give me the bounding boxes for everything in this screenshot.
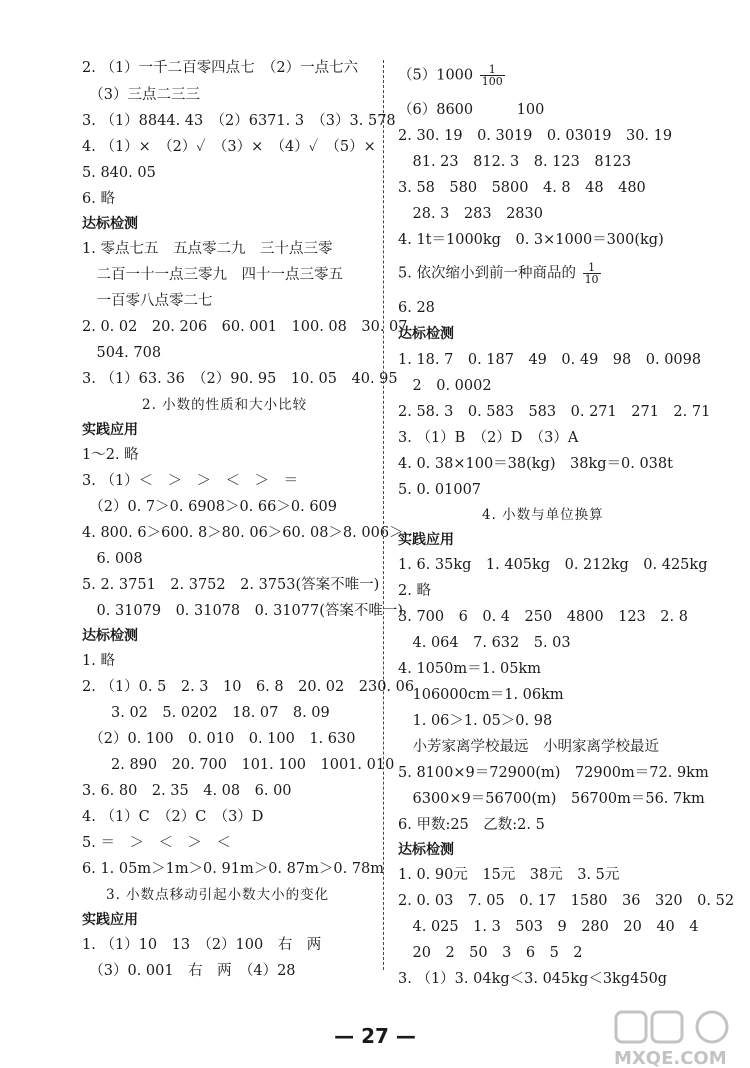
answer-line: 28. 3 283 2830 — [398, 206, 543, 222]
answer-line: 6. 略 — [82, 191, 115, 207]
answer-line: 2. 890 20. 700 101. 100 1001. 010 — [82, 757, 395, 773]
section-title: 2. 小数的性质和大小比较 — [142, 397, 308, 413]
answer-line: 0. 31079 0. 31078 0. 31077(答案不唯一) — [82, 603, 404, 619]
answer-line: 5. 8100×9＝72900(m) 72900m＝72. 9km — [398, 765, 709, 781]
answer-line: 4. 1050m＝1. 05km — [398, 661, 542, 677]
answer-line: 6. 甲数:25 乙数:2. 5 — [398, 817, 545, 833]
answer-line: 5. ＝ ＞ ＜ ＞ ＜ — [82, 835, 231, 851]
answer-line: 3. （1）3. 04kg＜3. 045kg＜3kg450g — [398, 971, 668, 987]
section-title: 3. 小数点移动引起小数大小的变化 — [106, 887, 330, 903]
answer-line: 4. 0. 38×100＝38(kg) 38kg＝0. 038t — [398, 456, 673, 472]
answer-line: 2. 58. 3 0. 583 583 0. 271 271 2. 71 — [398, 404, 711, 420]
answer-line: 2. （1）0. 5 2. 3 10 6. 8 20. 02 230. 06 — [82, 679, 415, 695]
answer-line: 1. （1）10 13 （2）100 右 两 — [82, 937, 322, 953]
answer-line: 20 2 50 3 6 5 2 — [398, 945, 583, 961]
subsection-heading: 达标检测 — [82, 628, 138, 644]
answer-line: 2. 0. 03 7. 05 0. 17 1580 36 320 0. 52 — [398, 893, 735, 909]
fraction — [583, 262, 601, 285]
answer-line: 3. 02 5. 0202 18. 07 8. 09 — [82, 705, 330, 721]
subsection-heading: 达标检测 — [398, 842, 454, 858]
answer-line: 3. （1）8844. 43 （2）6371. 3 （3）3. 578 — [82, 113, 396, 129]
subsection-heading: 实践应用 — [82, 912, 138, 928]
answer-line: 2 0. 0002 — [398, 378, 492, 394]
answer-line: 81. 23 812. 3 8. 123 8123 — [398, 154, 632, 170]
subsection-heading: 实践应用 — [82, 422, 138, 438]
watermark-text: MXQE.COM — [614, 1048, 727, 1068]
answer-line: 1. 0. 90元 15元 38元 3. 5元 — [398, 867, 620, 883]
answer-line: 3. （1）B （2）D （3）A — [398, 430, 579, 446]
answer-line: 1. 18. 7 0. 187 49 0. 49 98 0. 0098 — [398, 352, 702, 368]
answer-line: 4. 064 7. 632 5. 03 — [398, 635, 571, 651]
answer-line: 3. （1）＜ ＞ ＞ ＜ ＞ ＝ — [82, 473, 299, 489]
answer-line: 2. 30. 19 0. 3019 0. 03019 30. 19 — [398, 128, 673, 144]
answer-line: 3. 6. 80 2. 35 4. 08 6. 00 — [82, 783, 292, 799]
answer-line: 6. 008 — [82, 551, 143, 567]
answer-text: （5）1000 — [398, 67, 474, 84]
answer-line: 一百零八点零二七 — [82, 293, 213, 309]
answer-line: （3）三点二三三 — [82, 87, 200, 103]
column-divider — [383, 60, 385, 970]
answer-line: 4. （1）× （2）✓ （3）× （4）✓ （5）× — [82, 139, 376, 155]
answer-line: （3）0. 001 右 两 （4）28 — [82, 963, 296, 979]
fraction-numerator: 1 — [583, 262, 601, 274]
answer-line: （2）0. 7＞0. 6908＞0. 66＞0. 609 — [82, 499, 338, 515]
fraction-denominator: 100 — [481, 75, 503, 88]
answer-line: 3. 58 580 5800 4. 8 48 480 — [398, 180, 646, 196]
fraction-denominator: 10 — [584, 273, 599, 286]
answer-line: 4. 025 1. 3 503 9 280 20 40 4 — [398, 919, 699, 935]
fraction — [480, 64, 505, 87]
page-number: — 27 — — [334, 1024, 416, 1048]
answer-line: 1. 6. 35kg 1. 405kg 0. 212kg 0. 425kg — [398, 557, 708, 573]
section-title: 4. 小数与单位换算 — [482, 507, 604, 523]
answer-line: 5. 2. 3751 2. 3752 2. 3753(答案不唯一) — [82, 577, 380, 593]
answer-line: 106000cm＝1. 06km — [398, 687, 564, 703]
answer-line: 3. （1）63. 36 （2）90. 95 10. 05 40. 95 — [82, 371, 398, 387]
answer-line: 1～2. 略 — [82, 447, 139, 463]
answer-line: 5. 0. 01007 — [398, 482, 482, 498]
answer-line — [398, 262, 603, 285]
subsection-heading: 达标检测 — [82, 216, 138, 232]
answer-line: 6. 1. 05m＞1m＞0. 91m＞0. 87m＞0. 78m — [82, 861, 384, 877]
answer-line: 2. 0. 02 20. 206 60. 001 100. 08 30. 07 — [82, 319, 408, 335]
subsection-heading: 实践应用 — [398, 532, 454, 548]
answer-line: 2. 略 — [398, 583, 431, 599]
answer-line: 小芳家离学校最远 小明家离学校最近 — [398, 739, 659, 755]
answer-line: 4. （1）C （2）C （3）D — [82, 809, 264, 825]
answer-text: 5. 依次缩小到前一种商品的 — [398, 265, 576, 282]
answer-line: 504. 708 — [82, 345, 162, 361]
answer-line: 1. 略 — [82, 653, 115, 669]
answer-line: 1. 06＞1. 05＞0. 98 — [398, 713, 553, 729]
answer-line: （2）0. 100 0. 010 0. 100 1. 630 — [82, 731, 356, 747]
answer-line: （6）8600 100 — [398, 102, 545, 118]
answer-line: 2. （1）一千二百零四点七 （2）一点七六 — [82, 60, 359, 76]
answer-line: 二百一十一点三零九 四十一点三零五 — [82, 267, 343, 283]
answer-line — [398, 64, 507, 87]
fraction-numerator: 1 — [480, 64, 505, 76]
answer-line: 1. 零点七五 五点零二九 三十点三零 — [82, 241, 333, 257]
subsection-heading: 达标检测 — [398, 326, 454, 342]
answer-line: 4. 1t＝1000kg 0. 3×1000＝300(kg) — [398, 232, 664, 248]
answer-line: 6. 28 — [398, 300, 435, 316]
answer-line: 5. 840. 05 — [82, 165, 156, 181]
answer-line: 3. 700 6 0. 4 250 4800 123 2. 8 — [398, 609, 688, 625]
answer-line: 4. 800. 6＞600. 8＞80. 06＞60. 08＞8. 006＞ — [82, 525, 404, 541]
answer-line: 6300×9＝56700(m) 56700m＝56. 7km — [398, 791, 705, 807]
